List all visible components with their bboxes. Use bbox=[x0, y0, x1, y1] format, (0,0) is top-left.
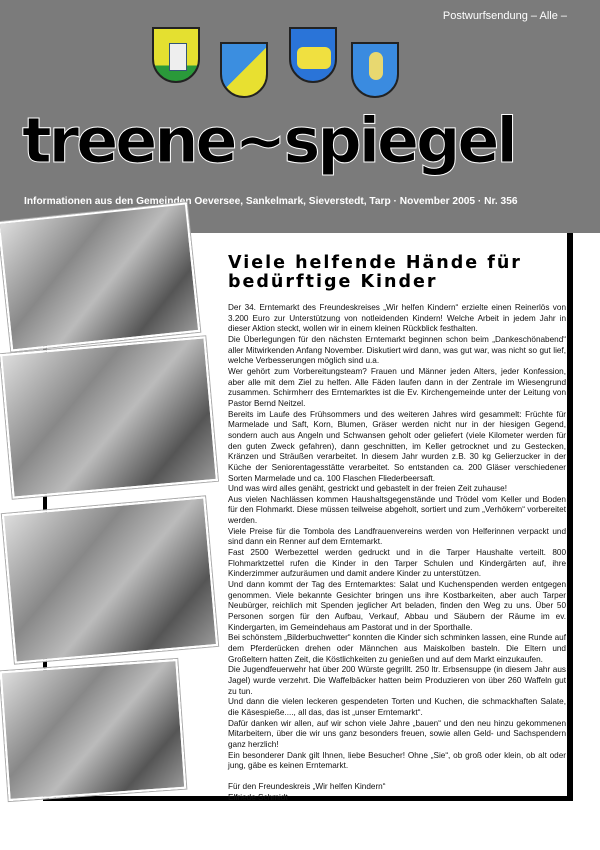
newspaper-title: treene~spiegel bbox=[22, 104, 515, 177]
oeversee-crest bbox=[152, 27, 200, 83]
sieverstedt-crest bbox=[289, 27, 337, 83]
article-paragraph: Der 34. Erntemarkt des Freundeskreises „Wir helfen Kindern“ erzielte einen Reinerlös von 3.200 Euro zur Unterstützung von notleidenden Kindern! Welche Arbeit in jedem Jahr in dieser Aktion steckt, wollen wir in einem kleinen Rückblick festhalten. bbox=[228, 303, 566, 334]
article-paragraph: Aus vielen Nachlässen kommen Haushaltsgegenstände und Trödel vom Keller und Boden für den Flohmarkt. Diese müssen teilweise abgeholt, sortiert und zum „Verhökern“ vorbereitet werden. bbox=[228, 494, 566, 526]
postal-note: Postwurfsendung – Alle – bbox=[442, 10, 567, 22]
article-headline: Viele helfende Hände für bedürftige Kinder bbox=[228, 253, 522, 292]
article-paragraph: Ein besonderer Dank gilt Ihnen, liebe Besucher! Ohne „Sie“, ob groß oder klein, ob alt oder jung, gäbe es keinen Erntemarkt. bbox=[228, 750, 566, 771]
article-paragraph: Bei schönstem „Bilderbuchwetter“ konnten die Kinder sich schminken lassen, eine Runde auf dem Pferderücken drehen oder Männchen aus Maiskolben basteln. Die Eltern und Großeltern hatten Zeit, die Köstlichkeiten zu genießen und auf dem Markt einzukaufen. bbox=[228, 633, 566, 664]
photo-flower-stand bbox=[2, 496, 218, 663]
photo-helpers-table bbox=[0, 202, 200, 351]
article-paragraph: Dafür danken wir allen, auf wir schon viele Jahre „bauen“ und den neu hinzu gekommenen Mitarbeitern, über die wir uns ganz besonders freuen, sowie allen Geld- und Sachspendern ganz herzlich! bbox=[228, 718, 566, 749]
photo-market-hall bbox=[0, 336, 218, 498]
article-paragraph: Die Jugendfeuerwehr hat über 200 Würste gegrillt. 250 ltr. Erbsensuppe (in diesem Jahr aus Jagel) wurde verzehrt. Die Waffelbäcker hatten beim Produzieren von über 260 Waffeln gut zu tun. bbox=[228, 665, 566, 696]
article-paragraph: Und dann kommt der Tag des Erntemarktes: Salat und Kuchenspenden werden entgegen genommen. Viele bekannte Gesichter bringen uns ihre Kostbarkeiten, aber auch Tarper Neubürger, reichlich mit Spenden jeglicher Art beladen, finden den Weg zu uns. Über 50 Personen sorgen für den Aufbau, Verkauf, Abbau und Säubern der Räume im ev. Kindergarten, im Gemeindehaus am Pastorat und in der Sporthalle. bbox=[228, 580, 566, 632]
article-paragraph: Und was wird alles genäht, gestrickt und gebastelt in der freien Zeit zuhause! bbox=[228, 484, 507, 494]
photo-cake-buffet bbox=[0, 659, 186, 801]
article-paragraph: Fast 2500 Werbezettel werden gedruckt und in die Tarper Haushalte verteilt. 800 Flohmarktzettel rufen die Kinder in den Tarper Schulen und Kindergärten auf, ihre Kinderzimmer aufzuräumen und damit andere Kinder zu unterstützen. bbox=[228, 548, 566, 579]
article-paragraph: Wer gehört zum Vorbereitungsteam? Frauen und Männer jeden Alters, jeder Konfession, aber alle mit dem Ziel zu helfen. Alle Fäden laufen dann in der Zentrale im Wiesengrund zusammen. Schirmherr des Erntemarktes ist die Ev. Kirchengemeinde unter der Leitung von Pastor Bernd Neitzel. bbox=[228, 366, 566, 408]
sankelmark-crest bbox=[220, 42, 268, 98]
article-author: Elfriede Schmidt bbox=[228, 792, 288, 802]
article-paragraph: Bereits im Laufe des Frühsommers und des weiteren Jahres wird gesammelt: Früchte für Marmelade und Saft, Korn, Blumen, Gräser werden nicht nur in der hiesigen Gegend, sondern auch aus Angeln und Schwansen geholt oder geliefert (viele Kilometer werden für den guten Zweck gefahren), dann geschnitten, im Keller getrocknet und zu Gestecken, Kränzen und Sträußen verarbeitet. In diesem Jahr wurden z.B. 30 kg Gelierzucker in der Küche der Seniorentagesstätte verarbeitet. So entstanden ca. 200 Gläser verschiedener Sorten Marmelade und ca. 100 Flaschen Fliederbeersaft. bbox=[228, 409, 566, 483]
tarp-crest bbox=[351, 42, 399, 98]
article bbox=[228, 254, 566, 803]
article-paragraph: Viele Preise für die Tombola des Landfrauenvereins werden von Helferinnen verpackt und sind dann ein Renner auf dem Erntemarkt. bbox=[228, 526, 566, 547]
newspaper-subtitle: Informationen aus den Gemeinden Oeversee, Sankelmark, Sieverstedt, Tarp · November 2005 · Nr. 356 bbox=[24, 196, 518, 207]
article-paragraph: Und dann die vielen leckeren gespendeten Torten und Kuchen, die schmackhaften Salate, die Käsespieße...., all das, das ist „unser Erntemarkt“. bbox=[228, 697, 566, 717]
article-paragraph: Die Überlegungen für den nächsten Erntemarkt beginnen schon beim „Dankeschönabend“ aller Mitwirkenden Anfang November. Diskutiert wird dann, was gut war, was nicht so gut lief, welche Verbesserungen möglich sind u.a. bbox=[228, 334, 566, 366]
masthead bbox=[0, 0, 600, 233]
article-signoff: Für den Freundeskreis „Wir helfen Kindern“ bbox=[228, 781, 386, 791]
article-body bbox=[228, 303, 566, 803]
